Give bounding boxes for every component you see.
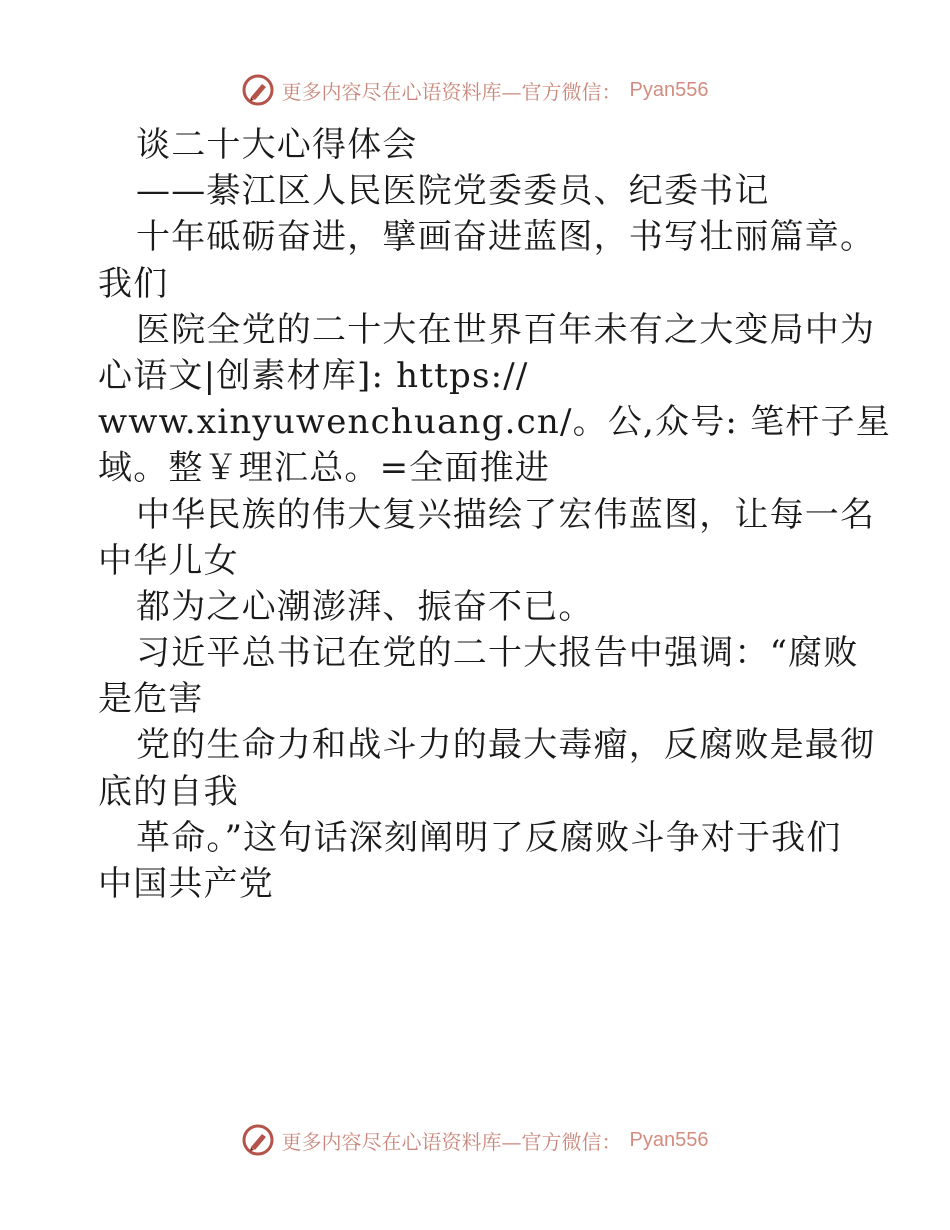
paragraph-line: 底的自我 bbox=[98, 771, 239, 812]
paragraph-line: 我们 bbox=[98, 263, 169, 304]
document-body bbox=[98, 122, 891, 907]
doc-title: 谈二十大心得体会 bbox=[136, 125, 418, 165]
paragraph-line: 域。整￥理汇总。=全面推进 bbox=[98, 448, 551, 489]
watermark-text: 更多内容尽在心语资料库—官方微信： bbox=[281, 1129, 622, 1154]
watermark-text: 更多内容尽在心语资料库—官方微信： bbox=[281, 79, 622, 104]
paragraph-line: 心语文|创素材库]: https:// bbox=[98, 355, 529, 396]
paragraph-line: 革命。”这句话深刻阐明了反腐败斗争对于我们 bbox=[136, 817, 842, 858]
paragraph-line: 中国共产党 bbox=[98, 864, 274, 904]
paragraph-line: 是危害 bbox=[98, 679, 204, 720]
paragraph-line: 党的生命力和战斗力的最大毒瘤，反腐败是最彻 bbox=[136, 725, 876, 766]
pen-logo-icon bbox=[242, 74, 274, 106]
watermark-wechat-id: Pyan556 bbox=[629, 78, 709, 101]
paragraph-line: 中华民族的伟大复兴描绘了宏伟蓝图，让每一名 bbox=[136, 494, 876, 535]
paragraph-line: 十年砥砺奋进，擘画奋进蓝图，书写壮丽篇章。 bbox=[136, 217, 876, 258]
paragraph-line: 都为之心潮澎湃、振奋不已。 bbox=[136, 586, 594, 627]
footer-watermark bbox=[0, 1120, 950, 1160]
paragraph-line: 中华儿女 bbox=[98, 540, 239, 581]
doc-subtitle: ——綦江区人民医院党委委员、纪委书记 bbox=[136, 171, 770, 212]
watermark-wechat-id: Pyan556 bbox=[629, 1128, 709, 1151]
pen-logo-icon bbox=[242, 1124, 274, 1156]
paragraph-line: 医院全党的二十大在世界百年未有之大变局中为 bbox=[136, 309, 876, 350]
header-watermark bbox=[0, 70, 950, 110]
paragraph-line: 习近平总书记在党的二十大报告中强调：“腐败 bbox=[136, 633, 859, 674]
paragraph-line: www.xinyuwenchuang.cn/。公,众号: 笔杆子星 bbox=[98, 402, 891, 443]
